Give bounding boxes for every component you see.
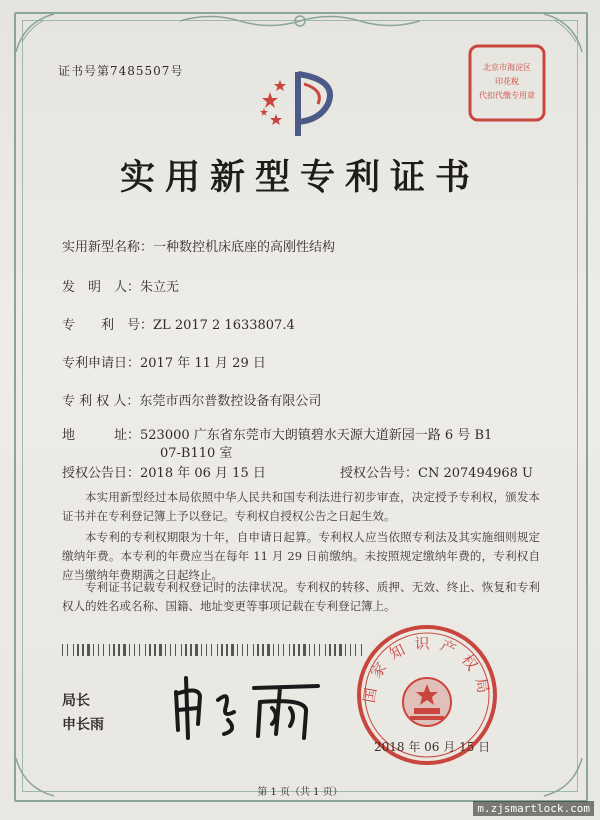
certificate-number: 证书号第7485507号: [58, 64, 184, 78]
watermark: m.zjsmartlock.com: [473, 801, 594, 816]
field-label: 专 利 号：: [62, 318, 154, 333]
seal-date: 2018 年 06 月 15 日: [374, 740, 491, 754]
field-label: 实用新型名称：: [62, 240, 154, 255]
svg-text:国家知识产权局: 国家知识产权局: [359, 634, 495, 705]
field-value: 523000 广东省东莞市大朗镇碧水天源大道新园一路 6 号 B1: [140, 428, 493, 443]
field-value: 东莞市西尔普数控设备有限公司: [139, 394, 322, 409]
barcode-icon: [62, 644, 362, 656]
patent-office-logo-icon: [252, 62, 352, 142]
svg-text:北京市海淀区: 北京市海淀区: [483, 63, 531, 72]
field-patentee: [62, 390, 321, 409]
field-value: 一种数控机床底座的高刚性结构: [153, 240, 336, 255]
field-value: CN 207494968 U: [418, 466, 533, 481]
field-label: 地 址：: [62, 428, 141, 443]
svg-text:印花税: 印花税: [495, 77, 519, 86]
paragraph-grant-notice: 本实用新型经过本局依照中华人民共和国专利法进行初步审查，决定授予专利权，颁发本证书并在专利登记簿上予以登记。专利权自授权公告之日起生效。: [62, 490, 540, 523]
field-grant-number: [340, 462, 533, 481]
field-value: ZL 2017 2 1633807.4: [153, 318, 295, 333]
field-value: 2018 年 06 月 15 日: [140, 466, 266, 481]
director-title: 局长: [62, 693, 90, 709]
field-label: 发 明 人：: [62, 280, 141, 295]
page-number: 第 1 页（共 1 页）: [257, 787, 343, 798]
field-filing-date: [62, 352, 266, 371]
paragraph-term-notice: 本专利的专利权期限为十年，自申请日起算。专利权人应当依照专利法及其实施细则规定缴纳年费。本专利的年费应当在每年 11 月 29 日前缴纳。未按照规定缴纳年费的，专利权自应当缴纳年费期满之日起终止。: [62, 530, 540, 582]
field-label: 授权公告日：: [62, 466, 141, 481]
field-value: 朱立无: [140, 280, 180, 295]
field-patent-number: [62, 314, 295, 333]
field-address: [62, 424, 492, 443]
top-ornament-icon: [180, 12, 420, 30]
field-address-line2: 07-B110 室: [160, 446, 233, 461]
field-value: 2017 年 11 月 29 日: [140, 356, 266, 371]
director-signature: [168, 672, 328, 744]
svg-text:代扣代缴专用章: 代扣代缴专用章: [479, 91, 535, 100]
field-utility-model-name: [62, 236, 335, 255]
certificate-title: 实用新型专利证书: [119, 157, 480, 198]
field-label: 专 利 权 人：: [62, 394, 140, 409]
director-name: 申长雨: [62, 717, 104, 733]
field-inventor: [62, 276, 179, 295]
field-label: 专利申请日：: [62, 356, 141, 371]
paragraph-legal-status: 专利证书记载专利权登记时的法律状况。专利权的转移、质押、无效、终止、恢复和专利权人的姓名或名称、国籍、地址变更等事项记载在专利登记簿上。: [62, 580, 540, 613]
field-grant-date: [62, 462, 266, 481]
field-label: 授权公告号：: [340, 466, 419, 481]
agency-seal-stamp: [462, 38, 552, 128]
